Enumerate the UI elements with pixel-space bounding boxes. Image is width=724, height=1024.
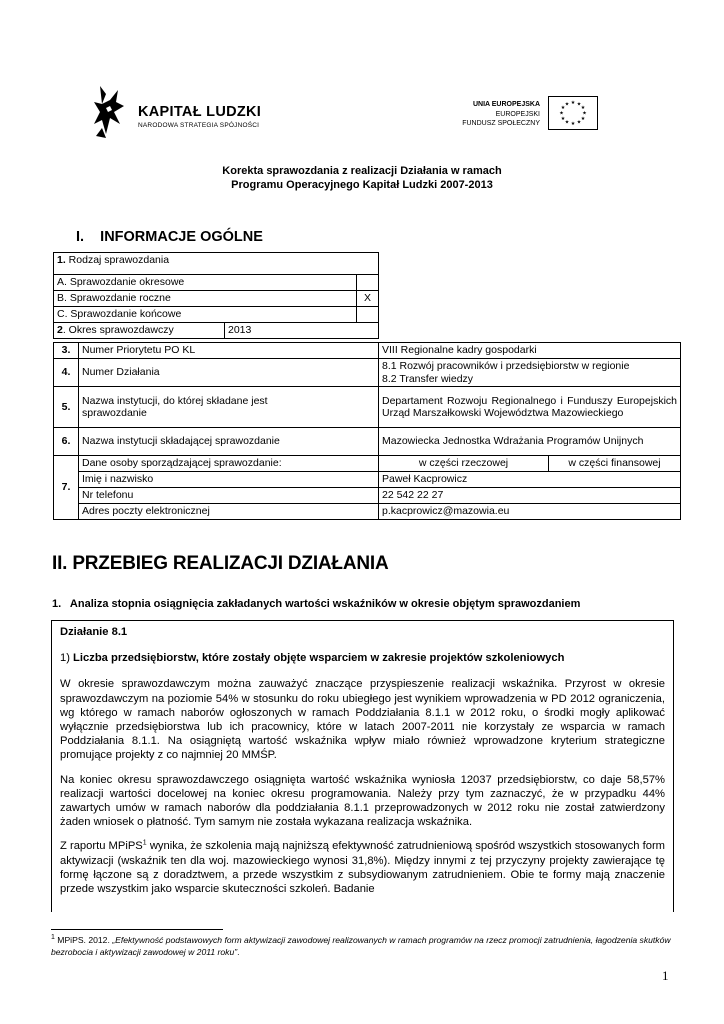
table-row (54, 343, 681, 359)
row-6-value: Mazowiecka Jednostka Wdrażania Programów Unijnych (379, 428, 681, 456)
report-type-header (54, 253, 379, 275)
svg-text:★: ★ (580, 105, 586, 111)
section-2-heading: II. PRZEBIEG REALIZACJI DZIAŁANIA (52, 553, 389, 574)
table-row (54, 428, 681, 456)
report-type-label: Rodzaj sprawozdania (65, 254, 170, 266)
action-label: Działanie 8.1 (60, 626, 128, 638)
reporting-period-value: 2013 (225, 323, 379, 339)
table-row (54, 387, 681, 428)
row-4-value (379, 359, 681, 387)
row-6-label: Nazwa instytucji składającej sprawozdanie (79, 428, 379, 456)
report-type-num: 1. (57, 254, 66, 266)
svg-text:★: ★ (576, 119, 582, 126)
row-7-num: 7. (54, 456, 79, 520)
section-1-heading: I. INFORMACJE OGÓLNE (76, 229, 263, 245)
row-5-value: Departament Rozwoju Regionalnego i Funduszy Europejskich Urząd Marszałkowski Województwa Mazowieckiego (379, 387, 681, 428)
svg-text:★: ★ (576, 101, 582, 108)
row-3-value: VIII Regionalne kadry gospodarki (379, 343, 681, 359)
footnote-source: MPiPS. 2012. (54, 935, 113, 945)
person-email-label: Adres poczty elektronicznej (79, 504, 379, 520)
report-option-b-mark: X (357, 291, 379, 307)
section-2-subheading: 1. Analiza stopnia osiągnięcia zakładanych wartości wskaźników w okresie objętym sprawozdaniem (52, 598, 581, 610)
indicator-heading (60, 651, 665, 665)
footnote-end: . (237, 947, 240, 957)
svg-text:★: ★ (570, 121, 576, 127)
logo-kapital-ludzki-subtitle: NARODOWA STRATEGIA SPÓJNOŚCI (138, 122, 260, 129)
row-4-value-line2: 8.2 Transfer wiedzy (382, 372, 474, 385)
row-6-num: 6. (54, 428, 79, 456)
analysis-box (51, 620, 674, 912)
footnote (51, 934, 671, 958)
svg-text:★: ★ (560, 116, 566, 122)
row-3-label: Numer Priorytetu PO KL (79, 343, 379, 359)
person-col-financial: w części finansowej (549, 456, 681, 472)
footnote-ref[interactable]: 1 (142, 839, 147, 847)
paragraph-3-start: Z raportu MPiPS (60, 840, 143, 853)
eu-flag-icon (548, 96, 598, 130)
logo-kapital-ludzki-title: KAPITAŁ LUDZKI (138, 104, 262, 120)
svg-text:★: ★ (560, 105, 566, 111)
person-name-label: Imię i nazwisko (79, 472, 379, 488)
report-type-table (53, 252, 379, 339)
document-title-line1: Korekta sprawozdania z realizacji Działania w ramach (222, 165, 502, 177)
document-title-line2: Programu Operacyjnego Kapitał Ludzki 2007-2013 (231, 179, 493, 191)
logo-eu-line2: EUROPEJSKI (495, 110, 540, 118)
table-row (54, 359, 681, 387)
report-option-b: B. Sprawozdanie roczne (54, 291, 357, 307)
analysis-paragraph-1: W okresie sprawozdawczym można zauważyć znaczące przyspieszenie realizacji wskaźnika. Przyrost w okresie sprawozdawczym na poziomie 54% w stosunku do roku ubiegłego jest wynikiem wprowadzenia w PD 2012 ograniczenia, wg którego w ramach naborów ogłoszonych w ramach Poddziałania 8.1.1 w 2012 roku, o środki mogły aplikować wyłącznie przedsiębiorstwa lub ich pracownicy, które w latach 2007-2011 nie korzystały ze wsparcia w ramach Poddziałania 8.1.1. Na osiągniętą wartość wskaźnika wpływ miało również wprowadzone kryterium strategiczne promujące projekty z co najmniej 20 MMŚP. (60, 678, 665, 762)
document-title (0, 164, 724, 192)
row-5-num: 5. (54, 387, 79, 428)
reporting-period-text: . Okres sprawozdawczy (62, 324, 174, 337)
svg-text:★: ★ (582, 110, 587, 117)
report-option-c: C. Sprawozdanie końcowe (54, 307, 357, 323)
indicator-text: Liczba przedsiębiorstw, które zostały objęte wsparciem w zakresie projektów szkoleniowych (69, 652, 565, 665)
row-4-value-line1: 8.1 Rozwój pracowników i przedsiębiorstw w regionie (382, 360, 630, 372)
person-phone-label: Nr telefonu (79, 488, 379, 504)
svg-text:★: ★ (564, 119, 570, 126)
row-4-num: 4. (54, 359, 79, 387)
table-row (54, 472, 681, 488)
analysis-paragraph-2: Na koniec okresu sprawozdawczego osiągnięta wartość wskaźnika wyniosła 12037 przedsiębiorstw, co daje 58,57% realizacji wartości docelowej na koniec okresu programowania. Należy przy tym zaznaczyć, że w przypadku 44% zawartych umów w ramach naborów dla poddziałania 8.1.1 przeprowadzonych w 2012 roku nie został zatwierdzony żaden wniosek o płatność. Tym samym nie została wykazana realizacja wskaźnika. (60, 773, 665, 829)
footnote-separator (51, 929, 223, 930)
page-number: 1 (662, 968, 669, 983)
paragraph-3-rest: wynika, że szkolenia mają najniższą efektywność zatrudnieniową spośród wszystkich stosowanych form aktywizacji (wskaźnik ten dla woj. mazowieckiego wynosi 31,8%). Między innymi z tej przyczyny projekty zawierające tę formę łączone są z doradztwem, a przede wszystkim z subsydiowanym zatrudnieniem. Obie te formy mają znaczenie przede wszystkim jako wsparcie skuteczności szkoleń. Badanie (60, 840, 665, 896)
footnote-num: 1 (51, 934, 55, 942)
report-option-a-mark (357, 275, 379, 291)
person-name-value: Paweł Kacprowicz (379, 472, 681, 488)
general-info-table (53, 342, 681, 520)
footnote-title: „Efektywność podstawowych form aktywizacji zawodowej realizowanych w ramach programów na rzecz promocji zatrudnienia, łagodzenia skutków bezrobocia i aktywizacji zawodowej w 2011 roku” (51, 935, 671, 957)
table-row (54, 456, 681, 472)
logo-eu-text (440, 100, 540, 129)
row-5-label: Nazwa instytucji, do której składane jest sprawozdanie (79, 387, 379, 428)
row-3-num: 3. (54, 343, 79, 359)
logo-eu-line1: UNIA EUROPEJSKA (472, 101, 540, 108)
svg-text:★: ★ (580, 116, 586, 122)
reporting-period-num: 2 (57, 324, 63, 337)
person-email-value: p.kacprowicz@mazowia.eu (379, 504, 681, 520)
table-row (54, 504, 681, 520)
logo-eu-line3: FUNDUSZ SPOŁECZNY (462, 120, 540, 127)
svg-text:★: ★ (564, 101, 570, 108)
svg-text:★: ★ (570, 100, 576, 106)
svg-text:★: ★ (559, 110, 564, 117)
analysis-paragraph-3 (60, 839, 665, 896)
indicator-num: 1) (60, 652, 70, 665)
report-option-a: A. Sprawozdanie okresowe (54, 275, 357, 291)
kapital-ludzki-emblem-icon (92, 84, 126, 140)
row-4-label: Numer Działania (79, 359, 379, 387)
person-phone-value: 22 542 22 27 (379, 488, 681, 504)
person-header-label: Dane osoby sporządzającej sprawozdanie: (79, 456, 379, 472)
person-col-material: w części rzeczowej (379, 456, 549, 472)
reporting-period-label (54, 323, 225, 339)
table-row (54, 488, 681, 504)
report-option-c-mark (357, 307, 379, 323)
